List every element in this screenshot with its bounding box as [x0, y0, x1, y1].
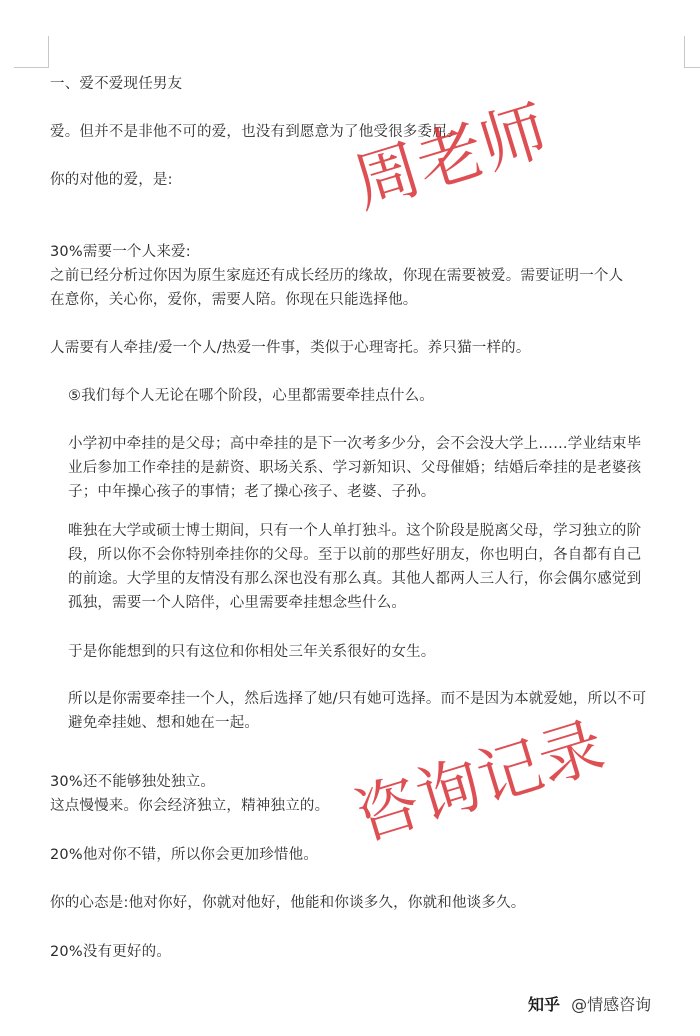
quote-paragraph: ⑤我们每个人无论在哪个阶段，心里都需要牵挂点什么。: [68, 388, 434, 404]
watermark: [528, 992, 651, 1015]
paragraph: 你的对他的爱，是:: [50, 172, 173, 188]
paragraph: [50, 264, 690, 312]
paragraph: 人需要有人牵挂/爱一个人/热爱一件事，类似于心理寄托。养只猫一样的。: [50, 340, 531, 356]
subsection-title: 30%需要一个人来爱:: [50, 244, 191, 260]
paragraph: 你的心态是:他对你好，你就对他好，他能和你谈多久，你就和他谈多久。: [50, 895, 526, 911]
text-line: 孤独，需要一个人陪伴，心里需要牵挂想念些什么。: [68, 595, 407, 611]
text-line: 所以是你需要牵挂一个人，然后选择了她/只有她可选择。而不是因为本就爱她，所以不可: [68, 691, 647, 707]
handwritten-stamp-teacher: 周老师: [344, 91, 557, 223]
zhihu-logo: 知乎: [528, 995, 561, 1014]
subsection-title: 20%他对你不错，所以你会更加珍惜他。: [50, 847, 319, 863]
section-heading: 一、爱不爱现任男友: [50, 76, 183, 92]
page-corner-mark: [684, 67, 700, 68]
text-line: 小学初中牵挂的是父母；高中牵挂的是下一次考多少分，会不会没大学上……学业结束毕: [68, 436, 642, 452]
quote-paragraph: [68, 519, 688, 615]
quote-paragraph: 于是你能想到的只有这位和你相处三年关系很好的女生。: [68, 644, 436, 660]
watermark-handle: @情感咨询: [571, 995, 652, 1014]
page-corner-mark: [684, 36, 685, 68]
text-line: 避免牵挂她、想和她在一起。: [68, 715, 260, 731]
text-line: 业后参加工作牵挂的是薪资、职场关系、学习新知识、父母催婚；结婚后牵挂的是老婆孩: [68, 460, 642, 476]
page-corner-mark: [14, 67, 49, 68]
paragraph: 这点慢慢来。你会经济独立，精神独立的。: [50, 798, 330, 814]
subsection-title: 30%还不能够独处独立。: [50, 774, 216, 790]
text-line: 子；中年操心孩子的事情；老了操心孩子、老婆、子孙。: [68, 484, 436, 500]
text-line: 在意你，关心你，爱你，需要人陪。你现在只能选择他。: [50, 292, 418, 308]
paragraph: 爱。但并不是非他不可的爱，也没有到愿意为了他受很多委屈。: [50, 124, 462, 140]
text-line: 唯独在大学或硕士博士期间，只有一个人单打独斗。这个阶段是脱离父母，学习独立的阶: [68, 523, 642, 539]
handwritten-stamp-record: 咨询记录: [346, 709, 613, 856]
quote-paragraph: [68, 687, 688, 735]
quote-paragraph: [68, 432, 688, 504]
text-line: 之前已经分析过你因为原生家庭还有成长经历的缘故，你现在需要被爱。需要证明一个人: [50, 268, 624, 284]
text-line: 的前途。大学里的友情没有那么深也没有那么真。其他人都两人三人行，你会偶尔感觉到: [68, 571, 642, 587]
subsection-title: 20%没有更好的。: [50, 944, 172, 960]
text-line: 段，所以你不会你特别牵挂你的父母。至于以前的那些好朋友，你也明白，各自都有自己: [68, 547, 642, 563]
page-corner-mark: [48, 36, 49, 68]
